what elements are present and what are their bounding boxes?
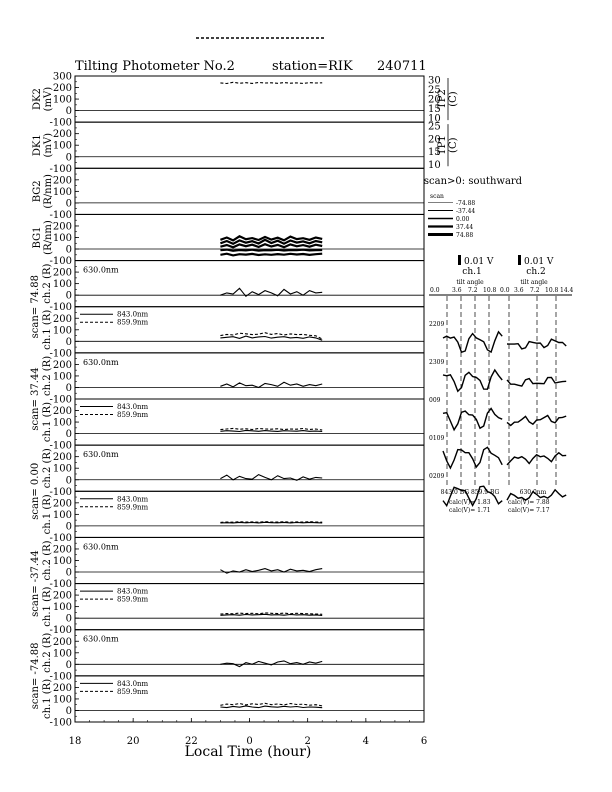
y-tick-label: 100: [52, 694, 72, 706]
y-tick-label: 0: [65, 475, 72, 487]
y-axis-label: ch.2 (R): [42, 632, 53, 673]
y-tick-label: 100: [52, 602, 72, 614]
tilt-profiles: [429, 287, 574, 506]
y-tick-label: 100: [52, 233, 72, 244]
ch2-scale-bar: [518, 255, 521, 265]
panel-frame: [75, 353, 424, 399]
ch1-tilt-label: tilt angle: [456, 279, 484, 286]
x-tick-label: 22: [184, 736, 198, 747]
y-tick-label: 0: [65, 521, 72, 533]
y-tick-label: 200: [52, 83, 72, 95]
y-axis-label: (mV): [43, 132, 54, 158]
y-tick-label: -100: [49, 302, 72, 314]
tilt-tick-label: 14.4: [560, 287, 574, 294]
scan-legend-value: 37.44: [456, 224, 474, 231]
right-axis-label: TP2: [437, 89, 448, 109]
series-line: [220, 430, 322, 431]
y-tick-label: 0: [65, 382, 72, 394]
ch2-calc-a: calc(V)= 7.88: [508, 499, 550, 506]
panel-frame: [75, 630, 424, 676]
panel-frame: [75, 261, 424, 307]
ch2-calc-b: calc(V)= 7.17: [508, 507, 550, 514]
wavelength-label: 630.0nm: [83, 357, 119, 367]
legend-label: 843.0nm: [117, 587, 149, 596]
y-tick-label: 200: [52, 544, 72, 556]
y-axis-label: ch.1 (R): [42, 309, 53, 350]
y-tick-label: 200: [52, 498, 72, 510]
panel-bg2: [32, 168, 424, 221]
legend-label: 859.9nm: [117, 503, 149, 512]
wavelength-label: 630.0nm: [83, 542, 119, 552]
ch2-tilt-trace: [507, 378, 566, 387]
y-tick-label: 0: [65, 429, 72, 441]
y-tick-label: 200: [52, 129, 72, 141]
y-tick-label: 0: [65, 198, 72, 210]
y-tick-label: -100: [49, 717, 72, 729]
y-tick-label: 100: [52, 509, 72, 521]
series-line: [220, 522, 322, 523]
y-tick-label: 200: [52, 636, 72, 648]
scan-label: scan= 74.88: [30, 275, 41, 339]
wavelength-label: 630.0nm: [83, 450, 119, 460]
y-axis-label: ch.2 (R): [42, 540, 53, 581]
scan-legend-value: 74.88: [456, 232, 474, 239]
panel-bg1: [32, 214, 424, 267]
legend-label: 843.0nm: [117, 310, 149, 319]
panel-frame: [75, 168, 424, 214]
y-tick-label: 100: [52, 94, 72, 106]
y-tick-label: 100: [52, 279, 72, 291]
row-time-label: 009: [429, 397, 441, 404]
legend-label: 859.9nm: [117, 687, 149, 696]
y-tick-label: -100: [49, 579, 72, 591]
y-tick-label: 100: [52, 463, 72, 475]
y-tick-label: 200: [52, 452, 72, 464]
y-tick-label: -100: [49, 625, 72, 637]
y-tick-label: 200: [52, 175, 72, 187]
y-axis-label: DK2: [32, 88, 43, 111]
y-tick-label: 0: [65, 705, 72, 717]
tilt-tick-label: 7.2: [468, 287, 478, 294]
row-time-label: 0109: [429, 435, 445, 442]
y-tick-label: -100: [49, 209, 72, 221]
panel-s5c1: [42, 676, 424, 729]
y-axis-label: BG1: [32, 226, 43, 249]
series-line: [220, 336, 322, 340]
y-tick-label: 100: [52, 371, 72, 383]
scan-label: scan= 0.00: [30, 462, 41, 520]
ch1-calc-a: calc(V)= 1.83: [449, 499, 491, 506]
panel-s1c1: [42, 307, 424, 360]
y-tick-label: 100: [52, 186, 72, 198]
y-tick-label: 0: [65, 106, 72, 118]
y-tick-label: 200: [52, 682, 72, 694]
y-tick-label: -100: [49, 117, 72, 129]
scan-legend-value: -37.44: [456, 208, 476, 215]
ch1-scale-value: 0.01 V: [464, 257, 494, 267]
series-line: [220, 703, 322, 706]
right-tick-label: 15: [428, 104, 441, 116]
y-tick-label: 200: [52, 406, 72, 418]
y-tick-label: 0: [65, 567, 72, 579]
legend-label: 843.0nm: [117, 679, 149, 688]
x-tick-label: 0: [246, 736, 253, 747]
series-line: [220, 706, 322, 708]
y-axis-label: ch.1 (R): [42, 494, 53, 535]
ch1-scale-bar: [458, 255, 461, 265]
ch1-calc-b: calc(V)= 1.71: [449, 507, 491, 514]
panel-s3c1: [42, 491, 424, 544]
y-tick-label: -100: [49, 256, 72, 268]
ch1-label: ch.1: [462, 267, 482, 277]
x-tick-label: 18: [68, 736, 82, 747]
row-time-label: 2209: [429, 321, 445, 328]
x-tick-label: 20: [126, 736, 140, 747]
right-tick-label: 15: [428, 147, 441, 159]
panel-s1c2: [30, 261, 424, 339]
legend-label: 843.0nm: [117, 403, 149, 411]
ch2-bottom-label: 630.0nm: [519, 489, 547, 496]
y-tick-label: 100: [52, 140, 72, 152]
legend-label: 843.0nm: [117, 495, 149, 504]
x-tick-label: 4: [362, 736, 370, 747]
series-line: [220, 428, 322, 430]
y-tick-label: 200: [52, 221, 72, 233]
row-time-label: 0209: [429, 473, 445, 480]
y-tick-label: 300: [52, 71, 72, 83]
tilt-tick-label: 7.2: [530, 287, 540, 294]
ch2-scale-value: 0.01 V: [524, 257, 554, 267]
panel-frame: [75, 122, 424, 168]
y-axis-label: (R/nm): [43, 174, 54, 209]
ch2-tilt-label: tilt angle: [520, 279, 548, 286]
right-tick-label: 10: [428, 113, 441, 125]
ch1-tilt-trace: [443, 447, 502, 468]
panels-group: [30, 72, 459, 729]
scan-label: scan= -37.44: [30, 550, 41, 617]
y-tick-label: 0: [65, 336, 72, 348]
series-line: [220, 569, 322, 574]
y-tick-label: -100: [49, 486, 72, 498]
series-line: [220, 236, 322, 240]
y-tick-label: 100: [52, 556, 72, 567]
wavelength-label: 630.0nm: [83, 265, 119, 275]
scan-direction-title: scan>0: southward: [423, 176, 523, 187]
y-tick-label: 0: [65, 613, 72, 625]
ch1-tilt-trace: [443, 370, 502, 391]
y-tick-label: -100: [49, 348, 72, 360]
right-axis-label: (C): [448, 91, 459, 107]
panel-frame: [75, 76, 424, 122]
ch2-tilt-trace: [507, 453, 566, 465]
y-tick-label: 0: [65, 244, 72, 256]
panel-s4c1: [42, 584, 424, 637]
y-tick-label: 200: [52, 590, 72, 602]
y-tick-label: 100: [52, 325, 72, 337]
station-label: station=RIK: [272, 59, 353, 74]
row-time-label: 2309: [429, 359, 445, 366]
ch1-tilt-trace: [443, 332, 502, 352]
y-tick-label: 0: [65, 659, 72, 671]
y-tick-label: 100: [52, 417, 72, 429]
tilt-tick-label: 0.0: [430, 287, 440, 294]
y-tick-label: 0: [65, 290, 72, 302]
panel-s2c1: [42, 399, 424, 452]
scan-legend-value: 0.00: [456, 216, 470, 223]
y-tick-label: 200: [52, 313, 72, 325]
legend-label: 859.9nm: [117, 318, 149, 327]
y-tick-label: 200: [52, 359, 72, 371]
scan-label: scan= 37.44: [30, 367, 41, 431]
right-tick-label: 25: [428, 121, 441, 133]
tilt-tick-label: 10.8: [545, 287, 559, 294]
tilt-tick-label: 10.8: [483, 287, 497, 294]
panel-dk2: [32, 72, 459, 129]
series-line: [220, 244, 322, 247]
legend-label: 859.9nm: [117, 411, 149, 419]
series-line: [220, 250, 322, 251]
y-axis-label: DK1: [32, 134, 43, 157]
y-axis-label: ch.2 (R): [42, 448, 53, 489]
panel-dk1: [32, 122, 459, 175]
series-line: [220, 613, 322, 614]
series-line: [220, 82, 322, 83]
tilt-tick-label: 3.6: [452, 287, 462, 294]
y-axis-label: (R/nm): [43, 220, 54, 255]
ch2-tilt-trace: [507, 339, 566, 349]
date-label: 240711: [377, 59, 427, 74]
right-axis-label: TP1: [437, 135, 448, 156]
wavelength-label: 630.0nm: [83, 634, 119, 644]
legend-label: 859.9nm: [117, 595, 149, 604]
y-axis-label: BG2: [32, 180, 43, 203]
y-tick-label: 0: [65, 152, 72, 164]
y-axis-label: ch.1 (R): [42, 586, 53, 627]
tilt-tick-label: 3.6: [514, 287, 524, 294]
series-line: [220, 661, 322, 667]
y-tick-label: -100: [49, 163, 72, 175]
x-axis-label: Local Time (hour): [184, 744, 312, 760]
right-tick-label: 10: [428, 159, 441, 171]
y-tick-label: 200: [52, 267, 72, 279]
panel-frame: [75, 537, 424, 583]
panel-frame: [75, 445, 424, 491]
panel-s2c2: [30, 353, 424, 431]
y-tick-label: -100: [49, 532, 72, 544]
tilt-tick-label: 0.0: [500, 287, 510, 294]
right-tick-label: 25: [428, 85, 441, 97]
y-axis-label: (mV): [43, 86, 54, 112]
series-line: [220, 382, 322, 387]
scan-legend-value: -74.88: [456, 200, 476, 207]
y-tick-label: -100: [49, 440, 72, 452]
right-tick-label: 20: [428, 134, 441, 146]
scan-label: scan= -74.88: [30, 642, 41, 710]
series-line: [220, 254, 322, 256]
figure-title: Tilting Photometer No.2: [75, 59, 235, 74]
side-panel: [424, 176, 574, 514]
ch2-tilt-trace: [507, 416, 566, 426]
panel-s3c2: [30, 445, 424, 520]
y-axis-label: ch.1 (R): [42, 402, 53, 443]
right-tick-label: 20: [428, 94, 441, 106]
scan-legend: [428, 200, 475, 239]
y-axis-label: ch.1 (R): [42, 678, 53, 719]
ch1-tilt-trace: [443, 409, 502, 430]
right-tick-label: 30: [428, 75, 441, 87]
x-tick-label: 6: [420, 736, 428, 747]
x-tick-label: 2: [304, 736, 311, 747]
y-tick-label: 100: [52, 648, 72, 660]
series-line: [220, 614, 322, 615]
panel-s4c2: [30, 537, 424, 616]
y-axis-label: ch.2 (R): [42, 355, 53, 396]
scan-legend-header: scan: [430, 193, 444, 200]
y-tick-label: -100: [49, 671, 72, 683]
y-axis-label: ch.2 (R): [42, 263, 53, 304]
ch1-bottom-label: 843.0 BG 859.9 BG: [440, 489, 500, 496]
panel-s5c2: [30, 630, 424, 709]
ch2-label: ch.2: [526, 267, 546, 277]
right-axis-label: (C): [448, 137, 459, 153]
y-tick-label: -100: [49, 394, 72, 406]
